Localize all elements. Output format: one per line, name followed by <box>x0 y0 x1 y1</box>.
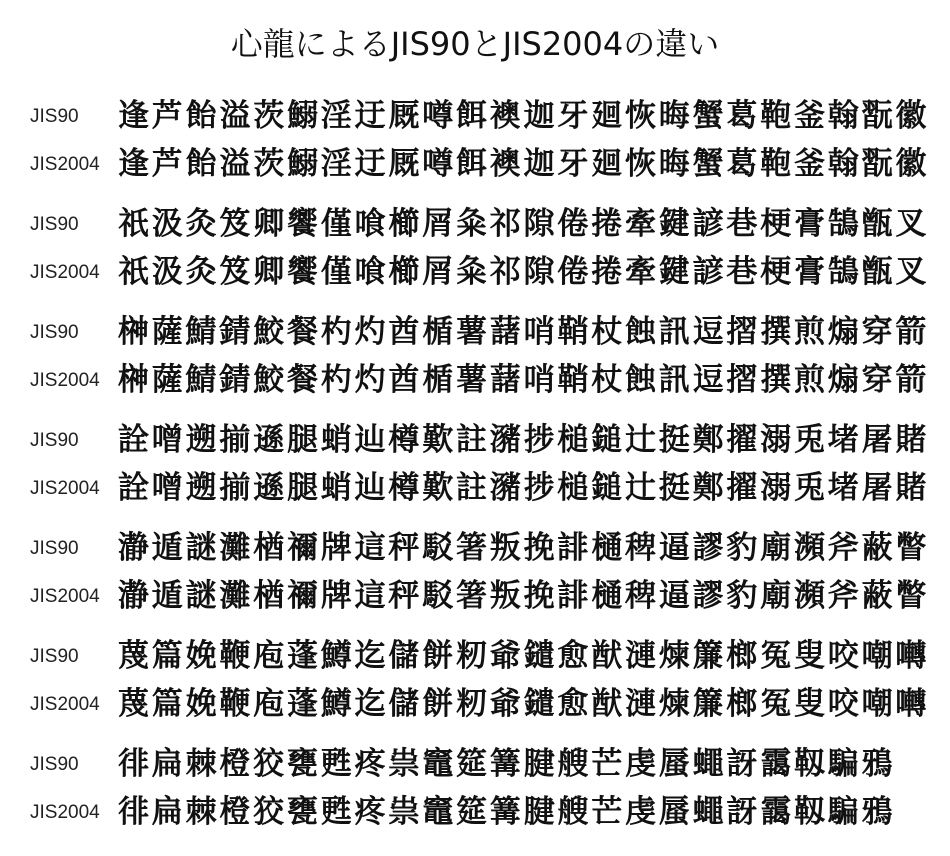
glyph-sequence: 榊薩鯖錆鮫餐杓灼酋楯薯藷哨鞘杖蝕訊逗摺撰煎煽穿箭 <box>118 362 930 398</box>
row-label: JIS90 <box>30 538 79 559</box>
glyph-sequence: 徘扁棘橙狡甕甦疼祟竈筵篝腱艘芒虔蜃蠅訝靄靱騙鴉 <box>118 794 896 830</box>
jis90-row <box>0 200 950 250</box>
row-group-6 <box>0 632 950 740</box>
row-label: JIS2004 <box>30 694 100 715</box>
glyph-sequence: 祇汲灸笈卿饗僅喰櫛屑粂祁隙倦捲牽鍵諺巷梗膏鵠甑叉 <box>118 206 930 242</box>
comparison-table <box>0 92 950 848</box>
row-group-2 <box>0 200 950 308</box>
jis90-row <box>0 416 950 466</box>
glyph-sequence: 逢芦飴溢茨鰯淫迂厩噂餌襖迦牙廻恢晦蟹葛鞄釜翰翫徽 <box>118 98 930 134</box>
row-label: JIS90 <box>30 646 79 667</box>
row-label: JIS2004 <box>30 154 100 175</box>
jis2004-row <box>0 788 950 838</box>
glyph-sequence: 榊薩鯖錆鮫餐杓灼酋楯薯藷哨鞘杖蝕訊逗摺撰煎煽穿箭 <box>118 314 930 350</box>
row-group-1 <box>0 92 950 200</box>
jis2004-row <box>0 248 950 298</box>
jis2004-row <box>0 572 950 622</box>
glyph-sequence: 蔑篇娩鞭庖蓬鱒迄儲餅籾爺鑓愈猷漣煉簾榔冤叟咬嘲囀 <box>118 686 930 722</box>
row-group-3 <box>0 308 950 416</box>
jis2004-row <box>0 140 950 190</box>
jis90-row <box>0 632 950 682</box>
row-label: JIS90 <box>30 106 79 127</box>
row-group-4 <box>0 416 950 524</box>
row-label: JIS2004 <box>30 586 100 607</box>
jis90-row <box>0 524 950 574</box>
glyph-sequence: 逢芦飴溢茨鰯淫迂厩噂餌襖迦牙廻恢晦蟹葛鞄釜翰翫徽 <box>118 146 930 182</box>
row-label: JIS2004 <box>30 370 100 391</box>
glyph-sequence: 詮噌遡揃遜腿蛸辿樽歎註瀦捗槌鎚辻挺鄭擢溺兎堵屠賭 <box>118 470 930 506</box>
page-title: 心龍によるJIS90とJIS2004の違い <box>230 25 720 63</box>
row-label: JIS2004 <box>30 802 100 823</box>
glyph-sequence: 祇汲灸笈卿饗僅喰櫛屑粂祁隙倦捲牽鍵諺巷梗膏鵠甑叉 <box>118 254 930 290</box>
row-label: JIS2004 <box>30 478 100 499</box>
glyph-sequence: 蔑篇娩鞭庖蓬鱒迄儲餅籾爺鑓愈猷漣煉簾榔冤叟咬嘲囀 <box>118 638 930 674</box>
row-label: JIS2004 <box>30 262 100 283</box>
jis90-row <box>0 308 950 358</box>
glyph-sequence: 瀞遁謎灘楢禰牌這秤駁箸叛挽誹樋稗逼謬豹廟瀕斧蔽瞥 <box>118 530 930 566</box>
row-label: JIS90 <box>30 754 79 775</box>
glyph-sequence: 瀞遁謎灘楢禰牌這秤駁箸叛挽誹樋稗逼謬豹廟瀕斧蔽瞥 <box>118 578 930 614</box>
jis90-row <box>0 92 950 142</box>
row-group-7 <box>0 740 950 848</box>
jis2004-row <box>0 464 950 514</box>
jis2004-row <box>0 680 950 730</box>
glyph-sequence: 徘扁棘橙狡甕甦疼祟竈筵篝腱艘芒虔蜃蠅訝靄靱騙鴉 <box>118 746 896 782</box>
jis90-row <box>0 740 950 790</box>
row-label: JIS90 <box>30 214 79 235</box>
row-group-5 <box>0 524 950 632</box>
glyph-sequence: 詮噌遡揃遜腿蛸辿樽歎註瀦捗槌鎚辻挺鄭擢溺兎堵屠賭 <box>118 422 930 458</box>
row-label: JIS90 <box>30 430 79 451</box>
jis2004-row <box>0 356 950 406</box>
row-label: JIS90 <box>30 322 79 343</box>
